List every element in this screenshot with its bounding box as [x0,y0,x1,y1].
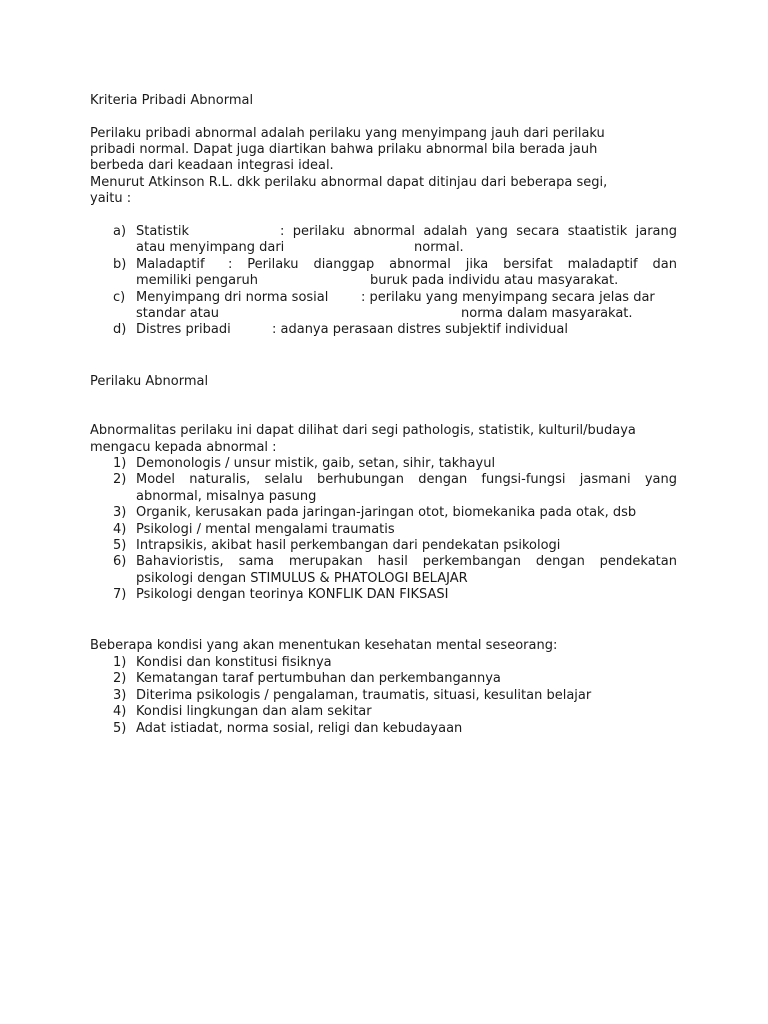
list-marker: d) [113,322,127,338]
list-item-text: Kondisi lingkungan dan alam sekitar [136,704,372,720]
criteria-term: Maladaptif [136,256,205,272]
list-item-text: Psikologi dengan teorinya KONFLIK DAN FIKSASI [136,587,449,603]
list-item-text: psikologi dengan STIMULUS & PHATOLOGI BELAJAR [136,570,468,586]
list-item-text: abnormal, misalnya pasung [136,488,317,504]
list-item [90,721,677,737]
criteria-desc: : perilaku abnormal adalah yang secara staatistik jarang [280,224,677,239]
paragraph-line: pribadi normal. Dapat juga diartikan bahwa prilaku abnormal bila berada jauh [90,142,598,157]
list-item [90,472,677,505]
section-intro-kesehatan: Beberapa kondisi yang akan menentukan kesehatan mental seseorang: [90,638,558,653]
list-marker: 5) [113,538,127,554]
list-marker: 2) [113,472,127,488]
criteria-desc: norma dalam masyarakat. [461,306,633,322]
list-item [90,257,677,290]
paragraph-line: mengacu kepada abnormal : [90,440,277,455]
criteria-desc: normal. [414,240,464,256]
list-item [90,456,677,472]
list-marker: 4) [113,704,127,720]
criteria-desc: standar atau [136,306,220,322]
abnormal-perspectives-list [90,456,677,604]
criteria-term: Distres pribadi [136,322,231,338]
criteria-desc: : adanya perasaan distres subjektif individual [272,322,568,338]
paragraph-line: Menurut Atkinson R.L. dkk perilaku abnormal dapat ditinjau dari beberapa segi, [90,175,608,190]
list-marker: 1) [113,655,127,670]
list-item [90,290,677,323]
list-item [90,655,677,671]
list-marker: 7) [113,587,127,603]
list-item-text: Kondisi dan konstitusi fisiknya [136,655,332,670]
paragraph-line: Abnormalitas perilaku ini dapat dilihat dari segi pathologis, statistik, kulturil/budaya [90,423,636,438]
paragraph-line: yaitu : [90,191,132,206]
list-marker: c) [113,289,126,305]
list-item [90,554,677,587]
list-item [90,522,677,538]
list-item-text: Kematangan taraf pertumbuhan dan perkembangannya [136,671,501,687]
criteria-list [90,224,677,339]
list-marker: 3) [113,505,127,521]
list-item-text: Diterima psikologis / pengalaman, traumatis, situasi, kesulitan belajar [136,687,592,703]
criteria-desc: buruk pada individu atau masyarakat. [370,273,619,289]
mental-health-conditions-list [90,655,677,737]
list-item-text: Demonologis / unsur mistik, gaib, setan, sihir, takhayul [136,456,496,471]
criteria-term: Menyimpang dri norma sosial [136,289,329,305]
list-item [90,322,677,338]
list-item [90,505,677,521]
list-item [90,671,677,687]
criteria-desc: memiliki pengaruh [136,273,258,289]
list-marker: 4) [113,521,127,537]
list-marker: b) [113,256,127,272]
list-item [90,688,677,704]
list-marker: 5) [113,720,127,736]
criteria-desc: : Perilaku dianggap abnormal jika bersifat maladaptif dan [228,256,677,272]
list-item [90,538,677,554]
paragraph-line: berbeda dari keadaan integrasi ideal. [90,158,334,173]
list-marker: 3) [113,687,127,703]
list-item-text: Intrapsikis, akibat hasil perkembangan dari pendekatan psikologi [136,538,561,554]
section-title-kriteria: Kriteria Pribadi Abnormal [90,93,254,108]
list-marker: 6) [113,554,127,570]
list-item-text: Model naturalis, selalu berhubungan dengan fungsi-fungsi jasmani yang [136,472,677,488]
section-title-perilaku: Perilaku Abnormal [90,374,209,389]
criteria-desc: atau menyimpang dari [136,240,285,256]
list-item [90,587,677,603]
list-item-text: Psikologi / mental mengalami traumatis [136,521,395,537]
list-item [90,224,677,257]
criteria-desc: : perilaku yang menyimpang secara jelas dar [361,289,655,305]
list-marker: a) [113,224,127,239]
list-item-text: Adat istiadat, norma sosial, religi dan kebudayaan [136,720,463,736]
list-item [90,704,677,720]
criteria-term: Statistik [136,224,190,239]
paragraph-line: Perilaku pribadi abnormal adalah perilaku yang menyimpang jauh dari perilaku [90,126,605,141]
list-item-text: Bahavioristis, sama merupakan hasil perkembangan dengan pendekatan [136,554,677,570]
list-item-text: Organik, kerusakan pada jaringan-jaringan otot, biomekanika pada otak, dsb [136,505,637,521]
list-marker: 1) [113,456,127,471]
list-marker: 2) [113,671,127,687]
